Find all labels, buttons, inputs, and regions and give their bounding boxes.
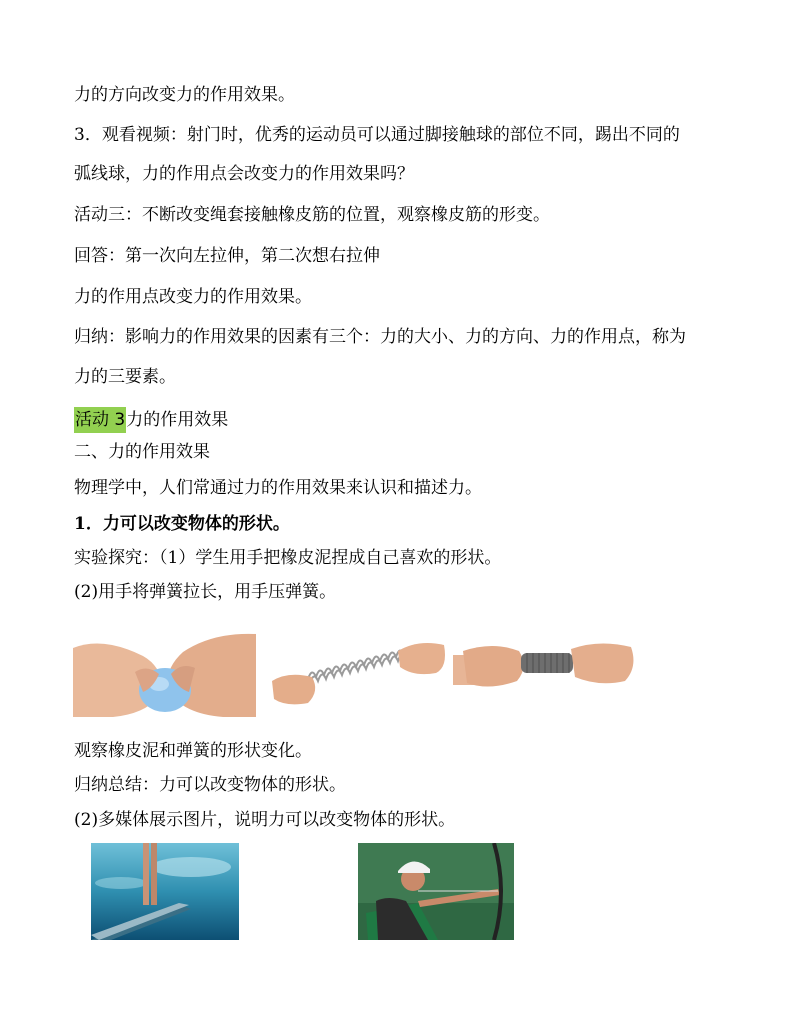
text-line-7: 归纳：影响力的作用效果的因素有三个：力的大小、力的方向、力的作用点，称为 — [74, 327, 686, 347]
text-line-8: 力的三要素。 — [74, 367, 176, 387]
text-line-3: 弧线球，力的作用点会改变力的作用效果吗？ — [74, 164, 414, 184]
section-heading: 二、力的作用效果 — [74, 442, 210, 462]
experiment-2: (2)用手将弹簧拉长，用手压弹簧。 — [74, 582, 337, 602]
text-line-4: 活动三：不断改变绳套接触橡皮筋的位置，观察橡皮筋的形变。 — [74, 205, 550, 225]
activity-tag: 活动 3 — [74, 407, 126, 433]
text-line-2: 3．观看视频：射门时，优秀的运动员可以通过脚接触球的部位不同，踢出不同的 — [74, 125, 680, 145]
clay-image — [73, 628, 256, 717]
observe-text: 观察橡皮泥和弹簧的形状变化。 — [74, 741, 312, 761]
text-line-6: 力的作用点改变力的作用效果。 — [74, 287, 312, 307]
point-1: 1．力可以改变物体的形状。 — [74, 514, 290, 534]
text-line-1: 力的方向改变力的作用效果。 — [74, 85, 295, 105]
spring-stretch-image — [268, 637, 448, 709]
spring-compress-image — [453, 637, 638, 693]
experiment-1: 实验探究：（1）学生用手把橡皮泥捏成自己喜欢的形状。 — [74, 548, 502, 568]
summary-text: 归纳总结：力可以改变物体的形状。 — [74, 775, 346, 795]
activity-title: 力的作用效果 — [126, 410, 229, 430]
archer-image — [358, 843, 514, 940]
media-text: (2)多媒体展示图片，说明力可以改变物体的形状。 — [74, 810, 456, 830]
text-line-5: 回答：第一次向左拉伸，第二次想右拉伸 — [74, 246, 380, 266]
activity-heading — [74, 407, 228, 433]
section-intro: 物理学中，人们常通过力的作用效果来认识和描述力。 — [74, 478, 482, 498]
diving-image — [91, 843, 239, 940]
